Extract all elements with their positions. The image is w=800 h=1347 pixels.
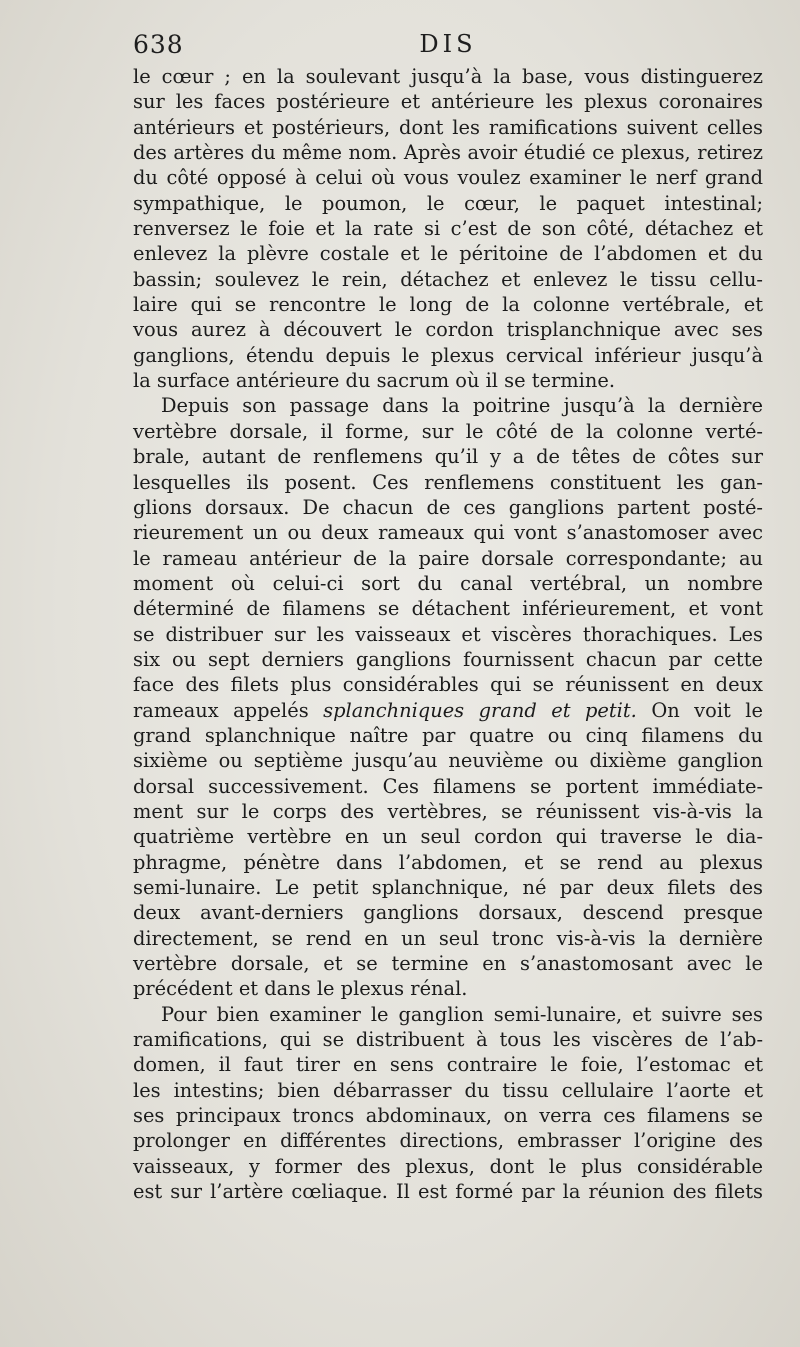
text-line: dorsal successivement. Ces filamens se portent immédiate- xyxy=(133,774,763,798)
text-line: glions dorsaux. De chacun de ces ganglions partent posté- xyxy=(133,495,763,519)
text-line: le rameau antérieur de la paire dorsale correspondante; au xyxy=(133,546,763,570)
text-line: ses principaux troncs abdominaux, on verra ces filamens se xyxy=(133,1104,763,1128)
text-line: lesquelles ils posent. Ces renflemens constituent les gan- xyxy=(133,470,763,494)
text-line: déterminé de filamens se détachent inférieurement, et vont xyxy=(133,597,763,621)
text-line: est sur l’artère cœliaque. Il est formé par la réunion des filets xyxy=(133,1180,763,1204)
text-line: semi-lunaire. Le petit splanchnique, né par deux filets des xyxy=(133,876,763,899)
running-head: DIS xyxy=(419,30,477,58)
text-line: le cœur ; en la soulevant jusqu’à la base, vous distinguerez xyxy=(133,65,763,88)
text-line xyxy=(133,698,763,723)
text-line: précédent et dans le plexus rénal. xyxy=(133,977,468,1001)
text-line: ramifications, qui se distribuent à tous les viscères de l’ab- xyxy=(133,1028,763,1052)
text-line: bassin; soulevez le rein, détachez et enlevez le tissu cellu- xyxy=(133,267,763,291)
text-line: sur les faces postérieure et antérieure les plexus coronaires xyxy=(133,90,763,114)
text-line: antérieurs et postérieurs, dont les ramifications suivent celles xyxy=(133,115,763,139)
page-header xyxy=(133,30,763,64)
text-line: enlevez la plèvre costale et le péritoine de l’abdomen et du xyxy=(133,242,763,266)
text-line: vaisseaux, y former des plexus, dont le plus considérable xyxy=(133,1154,763,1178)
body-text xyxy=(133,64,763,1204)
text-line: vertèbre dorsale, il forme, sur le côté de la colonne verté- xyxy=(133,419,763,443)
text-line: se distribuer sur les vaisseaux et viscères thorachiques. Les xyxy=(133,622,763,646)
text-line: face des filets plus considérables qui se réunissent en deux xyxy=(133,673,763,697)
text-line: renversez le foie et la rate si c’est de son côté, détachez et xyxy=(133,217,763,241)
text-line: sixième ou septième jusqu’au neuvième ou dixième ganglion xyxy=(133,749,763,773)
italic-term: splanchniques grand et petit. xyxy=(323,698,637,722)
text-line: du côté opposé à celui où vous voulez examiner le nerf grand xyxy=(133,166,763,190)
text-line: des artères du même nom. Après avoir étudié ce plexus, retirez xyxy=(133,141,763,165)
text-line: ment sur le corps des vertèbres, se réunissent vis-à-vis la xyxy=(133,799,763,823)
text-line: six ou sept derniers ganglions fournissent chacun par cette xyxy=(133,647,763,671)
text-line: moment où celui-ci sort du canal vertébral, un nombre xyxy=(133,571,763,595)
text-line: Pour bien examiner le ganglion semi-lunaire, et suivre ses xyxy=(161,1002,763,1026)
text-line: quatrième vertèbre en un seul cordon qui traverse le dia- xyxy=(133,825,763,849)
text-line: sympathique, le poumon, le cœur, le paquet intestinal; xyxy=(133,191,763,215)
text-line: domen, il faut tirer en sens contraire le foie, l’estomac et xyxy=(133,1053,763,1077)
text-line: laire qui se rencontre le long de la colonne vertébrale, et xyxy=(133,293,763,317)
text-run: On voit le xyxy=(636,698,763,722)
text-line: vous aurez à découvert le cordon trisplanchnique avec ses xyxy=(133,318,763,342)
text-line: deux avant-derniers ganglions dorsaux, descend presque xyxy=(133,901,763,925)
text-line: brale, autant de renflemens qu’il y a de têtes de côtes sur xyxy=(133,445,763,469)
text-line: grand splanchnique naître par quatre ou cinq filamens du xyxy=(133,723,763,747)
text-line: directement, se rend en un seul tronc vis-à-vis la dernière xyxy=(133,926,763,950)
text-line: rieurement un ou deux rameaux qui vont s’anastomoser avec xyxy=(133,521,763,545)
text-line: les intestins; bien débarrasser du tissu cellulaire l’aorte et xyxy=(133,1078,763,1102)
text-line: la surface antérieure du sacrum où il se termine. xyxy=(133,369,616,393)
text-line: vertèbre dorsale, et se termine en s’anastomosant avec le xyxy=(133,952,763,976)
text-line: phragme, pénètre dans l’abdomen, et se rend au plexus xyxy=(133,850,763,874)
text-run: rameaux appelés xyxy=(133,698,324,722)
text-line: prolonger en différentes directions, embrasser l’origine des xyxy=(133,1129,763,1153)
text-line: Depuis son passage dans la poitrine jusqu’à la dernière xyxy=(161,394,763,418)
page-number: 638 xyxy=(133,30,184,59)
text-line: ganglions, étendu depuis le plexus cervical inférieur jusqu’à xyxy=(133,343,763,367)
